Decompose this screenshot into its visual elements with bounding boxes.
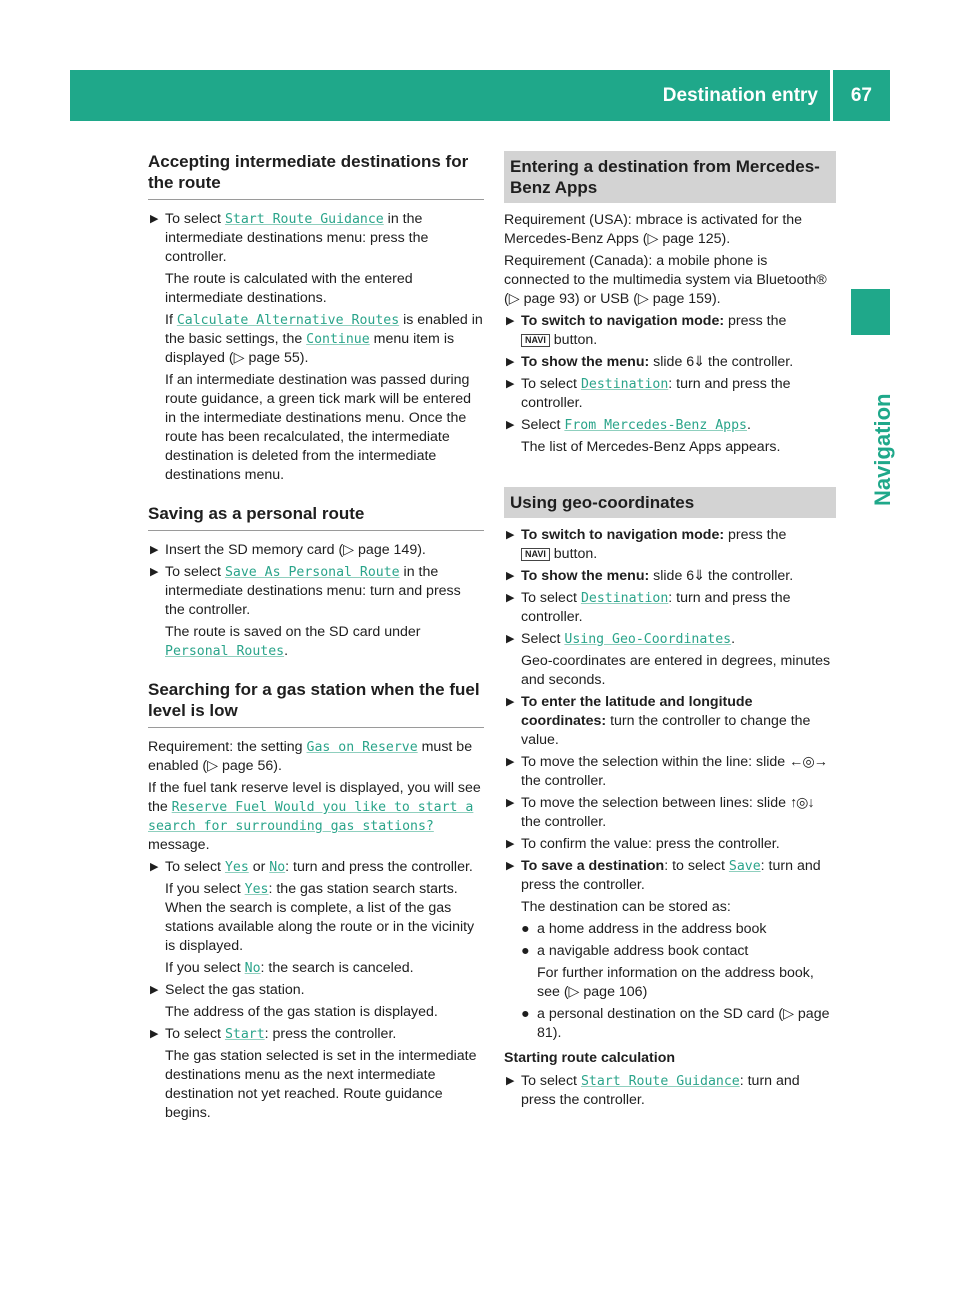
triangle-right-icon: ▶ [506,860,515,872]
page-number: 67 [850,85,872,106]
menu-item-code: Start Route Guidance [224,212,384,227]
list-item: ● a home address in the address book [521,921,767,937]
menu-item-code: Destination [580,377,669,392]
triangle-right-icon: ▶ [506,797,515,809]
requirement-text: Requirement: the setting Gas on Reserve must be enabled (▷ page 56). [148,739,473,774]
bullet-dot-icon: ● [521,943,530,959]
bullet-dot-icon: ● [521,921,530,937]
instruction-step: ▶ To select Start Route Guidance in the intermediate destinations menu: press the controller. [150,211,429,265]
instruction-step: ▶ To confirm the value: press the controller. [506,836,780,852]
setting-code: Calculate Alternative Routes [176,313,400,328]
body-text: If the fuel tank reserve level is displayed, you will see the Reserve Fuel Would you like to start a search for surrounding gas stations? message. [148,780,481,853]
instruction-step: ▶ To select Start Route Guidance: turn and press the controller. [506,1073,800,1108]
triangle-right-icon: ▶ [150,984,159,996]
triangle-right-icon: ▶ [506,756,515,768]
menu-item-code: Destination [580,591,669,606]
instruction-step: ▶ Select From Mercedes-Benz Apps. [506,417,751,433]
triangle-right-icon: ▶ [506,570,515,582]
instruction-step: ▶ Insert the SD memory card (▷ page 149). [150,542,426,558]
instruction-step: ▶ Select the gas station. [150,982,305,998]
folder-code: Personal Routes [165,644,285,659]
option-code: No [269,860,286,875]
chapter-label: Navigation [870,393,895,506]
subsection-heading: Starting route calculation [504,1050,676,1066]
triangle-right-icon: ▶ [506,315,515,327]
instruction-step: ▶ To select Yes or No: turn and press the controller. [150,859,473,875]
setting-code: Gas on Reserve [306,740,418,755]
list-item: ● a personal destination on the SD card (▷ page 81). [521,1006,830,1041]
instruction-step: ▶ To switch to navigation mode: press the NAVI button. [506,313,787,348]
chapter-label-container [848,346,895,506]
triangle-right-icon: ▶ [150,213,159,225]
page-header [70,70,890,121]
result-text: Geo-coordinates are entered in degrees, minutes and seconds. [521,653,831,688]
result-text: The list of Mercedes-Benz Apps appears. [521,439,781,455]
requirement-text: Requirement (Canada): a mobile phone is connected to the multimedia system via Bluetooth® (▷ page 93) or USB (▷ page 159). [504,253,827,307]
section-heading: Searching for a gas station when the fuel level is low [148,679,484,728]
instruction-step: ▶ To switch to navigation mode: press the NAVI button. [506,527,787,562]
body-text: The destination can be stored as: [521,899,731,915]
body-text: If you select Yes: the gas station search starts. When the search is complete, a list of the gas stations available along the route or in the vicinity is displayed. [165,881,475,954]
list-note: For further information on the address book, see (▷ page 106) [537,965,814,1000]
instruction-step: ▶ To enter the latitude and longitude coordinates: turn the controller to change the value. [506,694,811,748]
bullet-dot-icon: ● [521,1006,530,1022]
result-text: The address of the gas station is displayed. [165,1004,438,1020]
menu-item-code: Save [728,859,761,874]
body-text: If an intermediate destination was passed during route guidance, a green tick mark will be entered in the intermediate destinations menu. Once the route has been recalculated, the intermediate destination is deleted from the intermediate destinations menu. [165,372,471,483]
result-text: The route is calculated with the entered intermediate destinations. [165,271,413,306]
left-column [148,151,484,1126]
instruction-step: ▶ To select Destination: turn and press the controller. [506,590,791,625]
header-divider [830,70,833,121]
section-heading: Using geo-coordinates [504,487,836,518]
option-code: Yes [224,860,249,875]
triangle-right-icon: ▶ [506,592,515,604]
menu-item-code: Save As Personal Route [224,565,400,580]
triangle-right-icon: ▶ [506,356,515,368]
instruction-step: ▶ To select Start: press the controller. [150,1026,397,1042]
navi-button-icon: NAVI [521,334,550,347]
option-code: Yes [244,882,269,897]
controller-slide-down-icon: 6⇓ [686,354,705,370]
requirement-text: Requirement (USA): mbrace is activated for the Mercedes-Benz Apps (▷ page 125). [504,212,803,247]
result-text: The route is saved on the SD card under Personal Routes. [165,624,421,659]
triangle-right-icon: ▶ [506,838,515,850]
right-column [504,151,836,1113]
instruction-step: ▶ Select Using Geo-Coordinates. [506,631,736,647]
triangle-right-icon: ▶ [506,378,515,390]
instruction-step: ▶ To move the selection between lines: slide ↑◎↓ the controller. [506,795,814,830]
message-code: Reserve Fuel Would you like to start a search for surrounding gas stations? [148,800,474,834]
controller-slide-up-down-icon: ↑◎↓ [789,795,814,811]
body-text: If you select No: the search is canceled. [165,960,414,976]
body-text: If Calculate Alternative Routes is enabled in the basic settings, the Continue menu item is displayed (▷ page 55). [165,312,483,366]
menu-item-code: Start Route Guidance [580,1074,740,1089]
controller-slide-down-icon: 6⇓ [686,568,705,584]
result-text: The gas station selected is set in the intermediate destinations menu as the next intermediate destination not yet reached. Route guidance begins. [165,1048,477,1121]
navi-button-icon: NAVI [521,548,550,561]
instruction-step: ▶ To select Save As Personal Route in the intermediate destinations menu: turn and press the controller. [150,564,461,618]
option-code: No [244,961,261,976]
menu-item-code: From Mercedes-Benz Apps [564,418,747,433]
section-heading: Accepting intermediate destinations for the route [148,151,484,200]
menu-item-code: Using Geo-Coordinates [564,632,732,647]
triangle-right-icon: ▶ [150,861,159,873]
triangle-right-icon: ▶ [150,1028,159,1040]
triangle-right-icon: ▶ [506,419,515,431]
triangle-right-icon: ▶ [150,544,159,556]
list-item: ● a navigable address book contact [521,943,749,959]
instruction-step: ▶ To move the selection within the line: slide ←◎→ the controller. [506,754,827,789]
instruction-step: ▶ To show the menu: slide 6⇓ the controller. [506,568,794,584]
menu-item-code: Continue [306,332,370,347]
triangle-right-icon: ▶ [150,566,159,578]
triangle-right-icon: ▶ [506,1075,515,1087]
triangle-right-icon: ▶ [506,633,515,645]
controller-slide-left-right-icon: ←◎→ [789,754,827,770]
header-title: Destination entry [662,85,818,106]
chapter-tab [851,289,890,335]
instruction-step: ▶ To show the menu: slide 6⇓ the controller. [506,354,794,370]
triangle-right-icon: ▶ [506,529,515,541]
instruction-step: ▶ To select Destination: turn and press the controller. [506,376,791,411]
menu-item-code: Start [224,1027,265,1042]
section-heading: Saving as a personal route [148,503,484,531]
triangle-right-icon: ▶ [506,696,515,708]
instruction-step: ▶ To save a destination: to select Save: turn and press the controller. [506,858,821,893]
section-heading: Entering a destination from Mercedes-Benz Apps [504,151,836,203]
